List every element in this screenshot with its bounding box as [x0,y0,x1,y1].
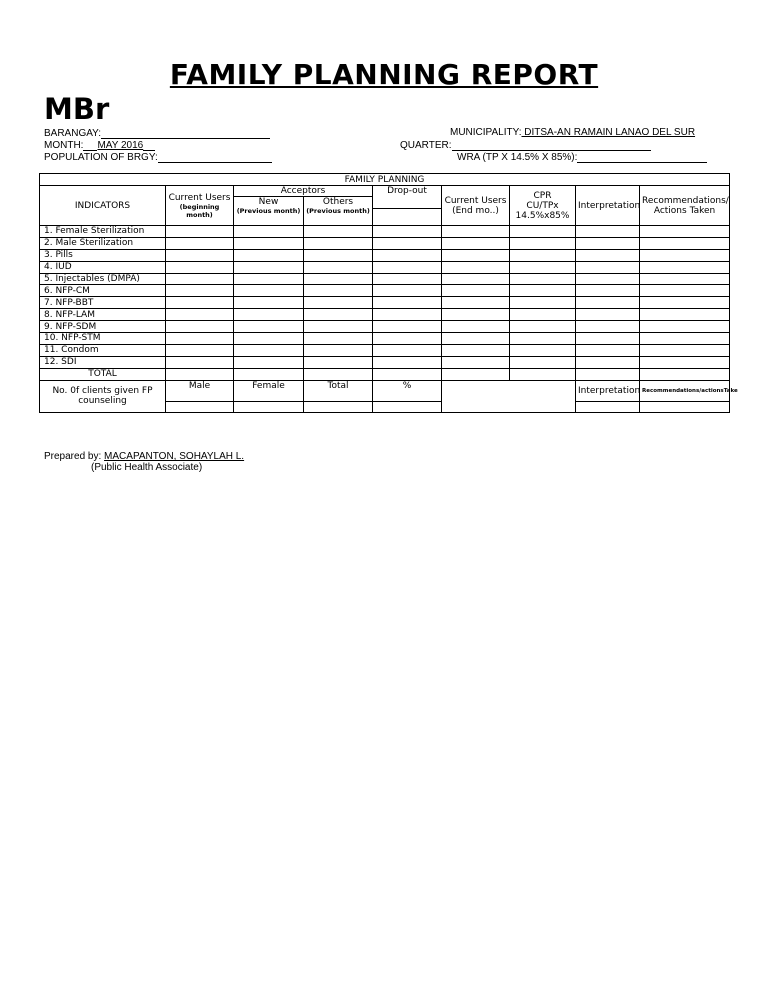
total-cell [510,368,576,380]
table-cell [442,344,510,356]
header-recommendations [640,186,730,226]
table-cell [510,356,576,368]
table-cell [576,356,640,368]
table-cell [373,273,442,285]
table-cell [640,261,730,273]
table-cell [234,356,304,368]
table-row [40,321,730,333]
prepared-label: Prepared by: [44,451,102,462]
table-cell [166,273,234,285]
table-cell [442,309,510,321]
table-cell [640,249,730,261]
table-cell [234,226,304,238]
table-cell [442,297,510,309]
total-cell [576,368,640,380]
table-cell [576,237,640,249]
table-row [40,249,730,261]
table-row [40,273,730,285]
header-current-users-end-sub: (End mo..) [452,205,499,216]
table-cell [234,273,304,285]
table-row [40,344,730,356]
table-cell [640,297,730,309]
indicator-label: 11. Condom [40,344,166,356]
table-cell [166,249,234,261]
counseling-recommendations: Recommendations/actionsTake [640,380,730,401]
table-cell [442,249,510,261]
table-cell [304,356,373,368]
total-cell [373,368,442,380]
header-recommendations-label: Recommendations/ [642,195,729,206]
wra-field [457,151,707,163]
indicator-label: 5. Injectables (DMPA) [40,273,166,285]
table-cell [304,333,373,345]
header-current-users-end-label: Current Users [444,195,507,206]
table-cell [166,344,234,356]
header-dropout-blank [373,209,442,226]
indicator-label: 12. SDI [40,356,166,368]
table-cell [510,249,576,261]
header-cpr-rate: 14.5%x85% [515,210,570,221]
table-cell [576,273,640,285]
report-title: FAMILY PLANNING REPORT [169,58,599,91]
barangay-value [101,127,270,139]
table-cell [640,321,730,333]
header-current-users-sub: (beginning month) [179,202,220,219]
table-row [40,356,730,368]
barangay-label: BARANGAY: [44,128,102,139]
table-cell [576,226,640,238]
indicator-label: 8. NFP-LAM [40,309,166,321]
counseling-cell [234,401,304,412]
total-cell [442,368,510,380]
header-cpr-formula: CU/TPx [526,200,559,211]
table-cell [304,249,373,261]
table-cell [304,321,373,333]
population-label: POPULATION OF BRGY: [44,152,158,163]
report-code: MBr [44,92,110,126]
table-cell [510,237,576,249]
table-cell [442,261,510,273]
counseling-label: No. 0f clients given FP counseling [40,380,166,412]
header-new-sub: (Previous month) [236,207,301,215]
counseling-cell [373,401,442,412]
table-cell [576,309,640,321]
table-cell [576,261,640,273]
table-cell [442,356,510,368]
table-cell [373,356,442,368]
counseling-total: Total [304,380,373,401]
table-cell [304,344,373,356]
table-cell [442,237,510,249]
table-cell [576,249,640,261]
table-cell [510,273,576,285]
header-indicators: INDICATORS [40,186,166,226]
table-cell [166,321,234,333]
table-caption: FAMILY PLANNING [40,174,730,186]
table-cell [234,249,304,261]
wra-label: WRA (TP X 14.5% X 85%): [457,152,578,163]
table-row [40,226,730,238]
table-row [40,237,730,249]
prepared-by [44,451,244,462]
table-cell [304,285,373,297]
table-cell [304,226,373,238]
indicator-label: 1. Female Sterilization [40,226,166,238]
table-cell [442,273,510,285]
table-cell [373,285,442,297]
table-cell [510,309,576,321]
header-current-users-label: Current Users [168,192,231,203]
table-cell [166,226,234,238]
table-cell [510,226,576,238]
wra-value [577,151,707,163]
month-underline-lead [83,139,97,151]
table-cell [234,333,304,345]
barangay-field [44,127,270,139]
table-cell [442,321,510,333]
table-row [40,285,730,297]
table-cell [304,237,373,249]
month-value: MAY 2016 [97,140,144,151]
indicator-label: 3. Pills [40,249,166,261]
table-cell [510,285,576,297]
counseling-percent: % [373,380,442,401]
header-others-label: Others [322,197,354,207]
municipality-value: DITSA-AN RAMAIN LANAO DEL SUR [521,127,696,138]
table-cell [640,285,730,297]
table-cell [304,261,373,273]
table-cell [576,285,640,297]
table-cell [373,344,442,356]
header-cpr [510,186,576,226]
table-cell [510,344,576,356]
table-cell [304,273,373,285]
population-value [158,151,272,163]
table-cell [576,344,640,356]
table-cell [576,297,640,309]
counseling-male: Male [166,380,234,401]
header-dropout: Drop-out [373,186,442,209]
header-cpr-label: CPR [533,190,552,201]
table-cell [166,309,234,321]
counseling-cell [304,401,373,412]
table-cell [510,261,576,273]
table-cell [510,333,576,345]
table-cell [166,333,234,345]
municipality-label: MUNICIPALITY: [450,127,522,138]
population-field [44,151,272,163]
table-cell [166,356,234,368]
table-cell [640,309,730,321]
table-row [40,309,730,321]
table-cell [640,237,730,249]
month-field [44,139,155,151]
table-cell [166,297,234,309]
total-label: TOTAL [40,368,166,380]
counseling-cell [576,401,640,412]
table-cell [576,321,640,333]
total-cell [304,368,373,380]
counseling-cell [166,401,234,412]
total-cell [166,368,234,380]
table-cell [373,237,442,249]
indicator-label: 2. Male Sterilization [40,237,166,249]
table-cell [373,261,442,273]
table-cell [373,226,442,238]
indicator-label: 7. NFP-BBT [40,297,166,309]
table-cell [510,321,576,333]
table-row [40,261,730,273]
header-others-sub: (Previous month) [306,207,370,215]
total-cell [640,368,730,380]
table-cell [304,297,373,309]
counseling-interpretation: Interpretation [576,380,640,401]
table-cell [234,285,304,297]
table-cell [373,249,442,261]
table-cell [234,344,304,356]
table-cell [373,309,442,321]
month-underline-tail [143,139,155,151]
header-acceptors: Acceptors [234,186,373,197]
header-others [304,197,373,226]
total-cell [234,368,304,380]
counseling-cell [640,401,730,412]
table-cell [166,237,234,249]
table-cell [166,261,234,273]
counseling-blank [442,380,576,412]
table-cell [442,226,510,238]
quarter-label: QUARTER: [400,140,452,151]
month-label: MONTH: [44,140,84,151]
header-actions-taken: Actions Taken [653,205,716,216]
prepared-name: MACAPANTON, SOHAYLAH L. [104,451,245,462]
table-cell [510,297,576,309]
table-cell [640,226,730,238]
quarter-field [400,139,651,151]
header-interpretation: Interpretation [576,186,640,226]
table-cell [373,297,442,309]
table-cell [373,333,442,345]
prepared-role: (Public Health Associate) [91,462,203,473]
table-cell [234,261,304,273]
indicator-label: 6. NFP-CM [40,285,166,297]
table-cell [373,321,442,333]
header-new-label: New [258,197,279,207]
table-cell [442,285,510,297]
counseling-female: Female [234,380,304,401]
table-cell [640,344,730,356]
header-current-users-end [442,186,510,226]
quarter-value [452,139,651,151]
table-cell [234,309,304,321]
indicator-label: 10. NFP-STM [40,333,166,345]
report-title-wrap [0,58,768,91]
indicator-label: 4. IUD [40,261,166,273]
table-cell [640,333,730,345]
table-cell [166,285,234,297]
table-cell [234,321,304,333]
header-current-users [166,186,234,226]
table-cell [640,356,730,368]
table-cell [234,297,304,309]
municipality-field [450,127,695,138]
header-new [234,197,304,226]
table-cell [304,309,373,321]
table-cell [442,333,510,345]
table-cell [640,273,730,285]
family-planning-table [39,173,738,413]
table-row [40,297,730,309]
table-row [40,333,730,345]
table-cell [576,333,640,345]
table-cell [234,237,304,249]
indicator-label: 9. NFP-SDM [40,321,166,333]
